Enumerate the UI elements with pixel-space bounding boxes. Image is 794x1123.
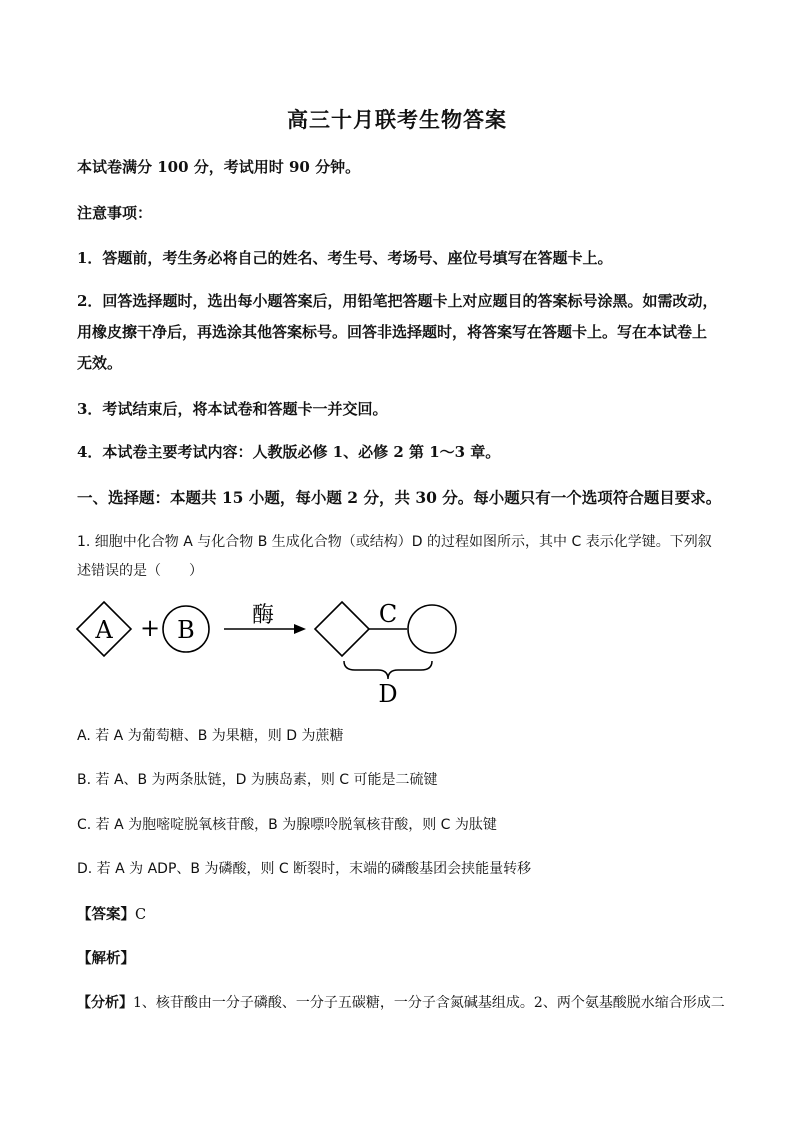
enzyme-label: 酶 (251, 603, 275, 628)
analysis-text: 1、核苷酸由一分子磷酸、一分子五碳糖，一分子含氮碱基组成。2、两个氨基酸脱水缩合形成二 (133, 995, 725, 1011)
section-heading-choice: 一、选择题：本题共 15 小题，每小题 2 分，共 30 分。每小题只有一个选项符合题目要求。 (77, 488, 722, 507)
answer-line (77, 903, 146, 924)
compound-a-diamond (77, 602, 131, 656)
compound-b-circle (163, 606, 209, 652)
option-c: C. 若 A 为胞嘧啶脱氧核苷酸，B 为腺嘌呤脱氧核苷酸，则 C 为肽键 (77, 817, 497, 833)
answer-value: C (135, 907, 147, 923)
analysis-heading: 【解析】 (77, 950, 135, 967)
notice-2: 2．回答选择题时，选出每小题答案后，用铅笔把答题卡上对应题目的答案标号涂黑。如需改动，用橡皮擦干净后，再选涂其他答案标号。回答非选择题时，将答案写在答题卡上。写在本试卷上无效。 (77, 292, 718, 372)
brace-d (344, 661, 432, 708)
answer-tag: 【答案】 (77, 906, 135, 923)
chemical-bond-c (369, 600, 407, 629)
product-diamond (315, 602, 369, 656)
plus-sign: + (139, 614, 161, 642)
analysis-tag: 【分析】 (77, 995, 133, 1011)
option-a: A. 若 A 为葡萄糖、B 为果糖，则 D 为蔗糖 (77, 728, 344, 744)
compound-a-label: A (95, 616, 113, 644)
product-circle (408, 605, 456, 653)
notice-heading: 注意事项： (77, 204, 153, 222)
product-d-label: D (378, 680, 398, 708)
analysis-line (77, 992, 725, 1012)
notice-3: 3．考试结束后，将本试卷和答题卡一并交回。 (77, 400, 388, 418)
notice-1: 1．答题前，考生务必将自己的姓名、考生号、考场号、座位号填写在答题卡上。 (77, 249, 613, 267)
option-b: B. 若 A、B 为两条肽链，D 为胰岛素，则 C 可能是二硫键 (77, 772, 438, 788)
option-d: D. 若 A 为 ADP、B 为磷酸，则 C 断裂时，末端的磷酸基团会挟能量转移 (77, 861, 532, 877)
page-title: 高三十月联考生物答案 (287, 107, 507, 132)
compound-b-label: B (177, 616, 195, 644)
notice-4: 4．本试卷主要考试内容：人教版必修 1、必修 2 第 1～3 章。 (77, 443, 501, 461)
question-1-stem: 1. 细胞中化合物 A 与化合物 B 生成化合物（或结构）D 的过程如图所示，其中 C 表示化学键。下列叙述错误的是（ ） (77, 534, 712, 579)
bond-c-label: C (378, 600, 398, 628)
exam-intro: 本试卷满分 100 分，考试用时 90 分钟。 (77, 158, 361, 176)
reaction-diagram (70, 595, 470, 715)
